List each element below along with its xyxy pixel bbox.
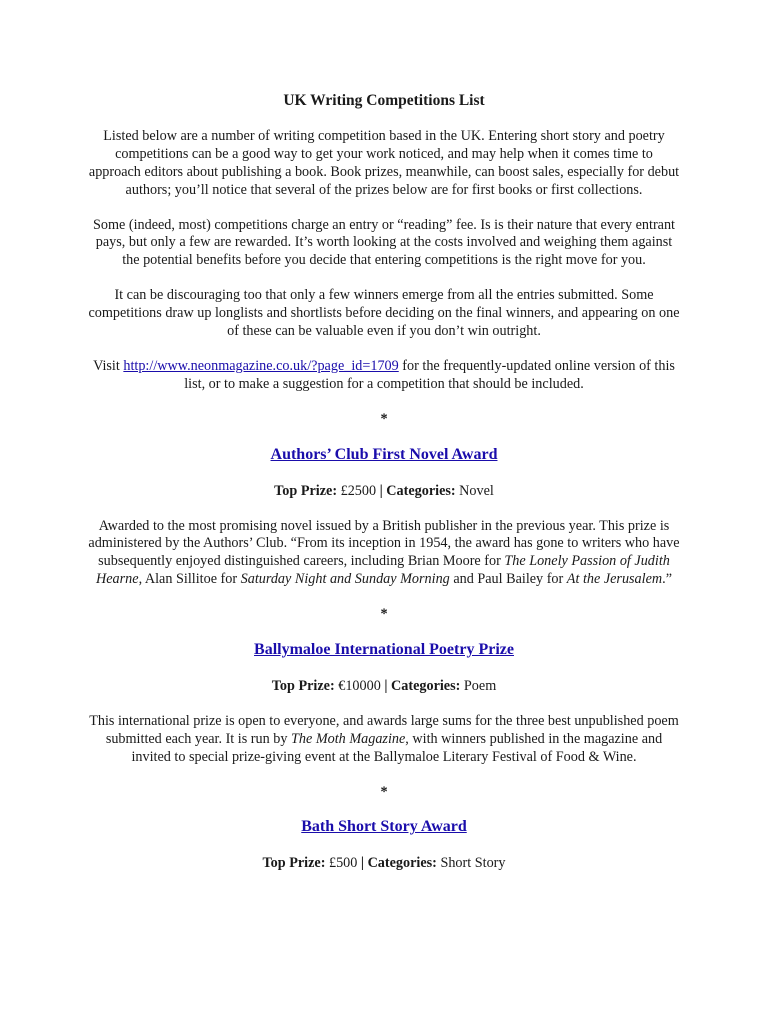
top-prize-value: £500 [328,855,358,872]
magazine-title: The Moth Magazine [291,730,406,747]
competition-title [88,641,680,659]
competition-meta [88,483,680,501]
visit-suffix: for the frequently-updated online version of this list, or to make a suggestion for a competition that should be included. [184,357,675,392]
competition-description [88,713,680,767]
visit-paragraph [88,358,680,394]
competition-link-authors-club[interactable]: Authors’ Club First Novel Award [270,445,498,463]
intro-paragraph-2: Some (indeed, most) competitions charge an entry or “reading” fee. Is is their nature that every entrant pays, but only a few are rewarded. It’s worth looking at the costs involved and weighing them against the potential benefits before you decide that entering competitions is the right move for you. [93,216,675,269]
top-prize-value: £2500 [340,482,377,499]
competition-title [88,446,680,464]
top-prize-label: Top Prize: [271,677,335,694]
competition-link-bath[interactable]: Bath Short Story Award [301,818,467,836]
competition-meta [88,855,680,873]
meta-divider: | [357,855,368,872]
competition-meta [88,678,680,696]
competition-title [88,818,680,836]
page-title: UK Writing Competitions List [283,92,485,109]
neon-magazine-link[interactable]: http://www.neonmagazine.co.uk/?page_id=1709 [123,357,399,374]
description-text: , Alan Sillitoe for [138,571,241,588]
categories-label: Categories: [386,482,456,499]
meta-divider: | [376,482,387,499]
categories-value: Novel [459,482,494,499]
separator: * [380,606,388,623]
book-title: The Lonely Passion of Judith Hearne [96,553,670,588]
separator: * [380,783,388,800]
description-text: This international prize is open to everyone, and awards large sums for the three best unpublished poem submitted each year. It is run by [89,712,679,747]
categories-label: Categories: [367,855,437,872]
book-title: Saturday Night and Sunday Morning [240,571,450,588]
document-content [88,92,680,890]
description-text: and Paul Bailey for [449,571,567,588]
separator: * [380,410,388,427]
intro-paragraph-1: Listed below are a number of writing competition based in the UK. Entering short story and poetry competitions can be a good way to get your work noticed, and may help when it comes time to approach editors about publishing a book. Book prizes, meanwhile, can boost sales, especially for debut authors; you’ll notice that several of the prizes below are for first books or first collections. [88,127,680,198]
description-text: .” [662,571,672,588]
top-prize-value: €10000 [338,677,381,694]
meta-divider: | [380,677,392,694]
top-prize-label: Top Prize: [262,855,326,872]
book-title: At the Jerusalem [566,571,663,588]
description-text: Awarded to the most promising novel issued by a British publisher in the previous year. This prize is administered by the Authors’ Club. “From its inception in 1954, the award has gone to writers who have subsequently enjoyed distinguished careers, including Brian Moore for [88,517,680,570]
top-prize-label: Top Prize: [274,482,338,499]
visit-prefix: Visit [93,357,124,374]
categories-label: Categories: [391,677,461,694]
categories-value: Poem [463,677,497,694]
description-text: , with winners published in the magazine and invited to special prize-giving event at the Ballymaloe Literary Festival of Food & Wine. [131,730,663,765]
categories-value: Short Story [440,855,506,872]
competition-link-ballymaloe[interactable]: Ballymaloe International Poetry Prize [254,641,514,659]
competition-description [88,518,680,590]
intro-paragraph-3: It can be discouraging too that only a few winners emerge from all the entries submitted. Some competitions draw up longlists and shortlists before deciding on the final winners, and appearing on one of these can be valuable even if you don’t win outright. [88,287,680,340]
